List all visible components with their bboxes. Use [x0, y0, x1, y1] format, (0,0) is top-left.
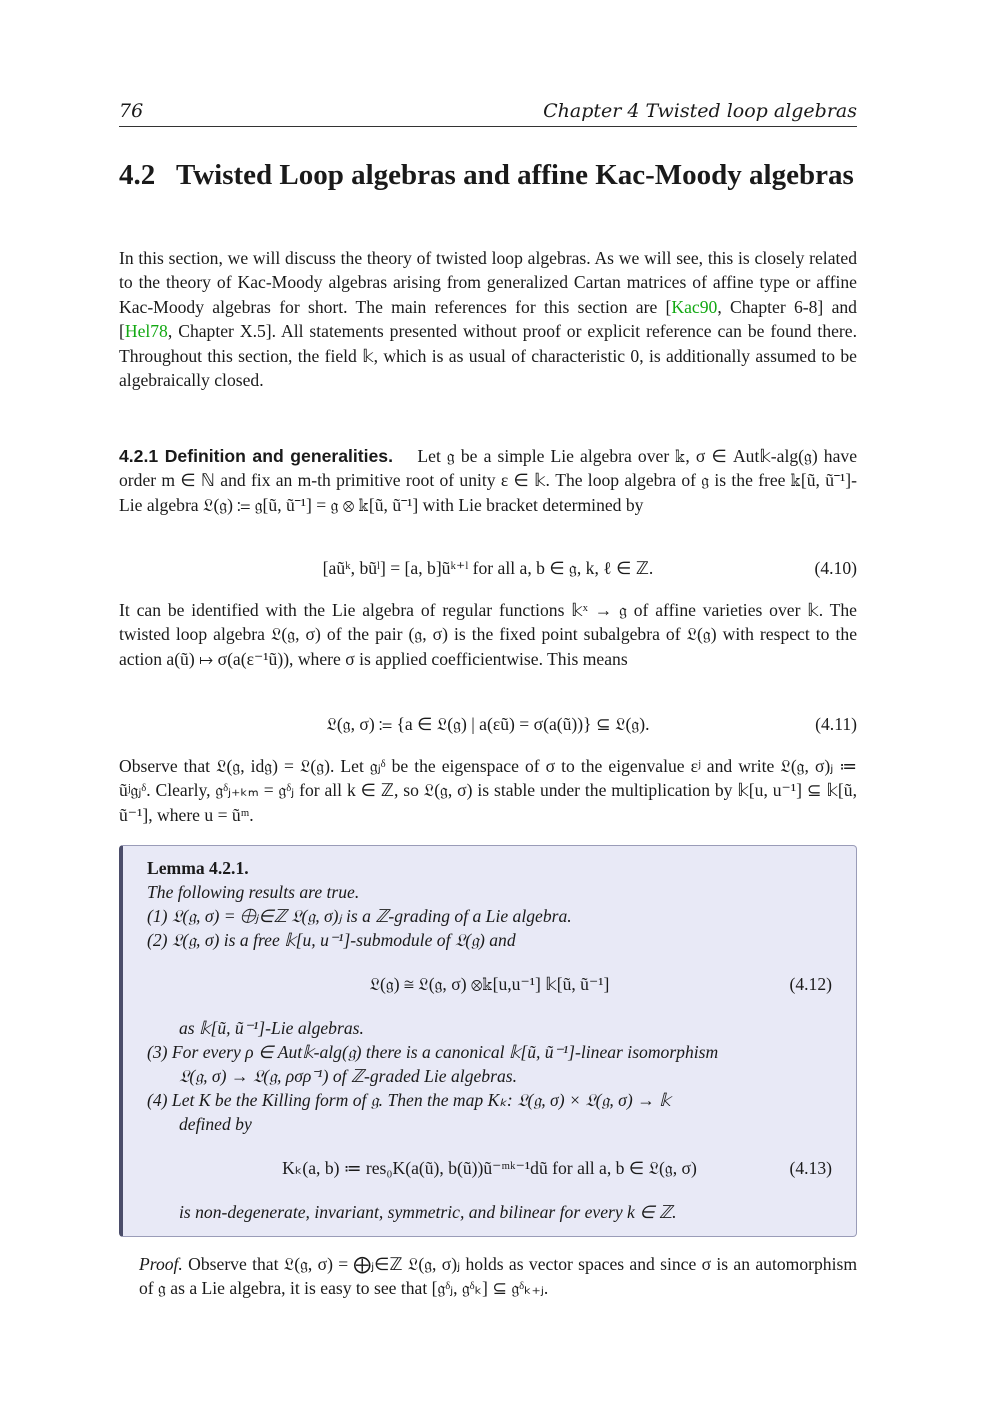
proof-label: Proof.	[139, 1254, 183, 1274]
proof-paragraph	[139, 1252, 857, 1301]
equation-body: Kₖ(a, b) ≔ res₀K(a(ũ), b(ũ))ũ⁻ᵐᵏ⁻¹dũ for all a, b ∈ 𝔏(𝔤, σ)	[282, 1158, 697, 1178]
lemma-title: Lemma 4.2.1.	[147, 858, 249, 878]
subsection-text: Let 𝔤 be a simple Lie algebra over 𝕜, σ ∈ Aut𝕜-alg(𝔤) have order m ∈ ℕ and fix an m-th primitive root of unity ε ∈ 𝕜. The loop algebra of 𝔤 is the free 𝕜[ũ, ũ⁻¹]-Lie algebra 𝔏(𝔤) ≔ 𝔤[ũ, ũ⁻¹] = 𝔤 ⊗ 𝕜[ũ, ũ⁻¹] with Lie bracket determined by	[119, 446, 857, 515]
lemma-item-1: (1) 𝔏(𝔤, σ) = ⨁ⱼ∈ℤ 𝔏(𝔤, σ)ⱼ is a ℤ-grading of a Lie algebra.	[147, 906, 572, 926]
subsection-heading: 4.2.1 Definition and generalities.	[119, 446, 393, 466]
equation-number: (4.10)	[814, 558, 857, 578]
citation-kac90[interactable]: Kac90	[671, 296, 718, 317]
subsection-paragraph	[119, 444, 857, 517]
equation-body: 𝔏(𝔤, σ) ≔ {a ∈ 𝔏(𝔤) | a(εũ) = σ(a(ũ))} ⊆ 𝔏(𝔤).	[326, 714, 650, 734]
equation-4-10	[119, 556, 857, 584]
equation-4-11	[119, 712, 857, 740]
lemma-box	[119, 845, 857, 1237]
lemma-intro: The following results are true.	[147, 882, 360, 902]
running-header	[119, 98, 857, 127]
lemma-item-4b: defined by	[179, 1114, 252, 1134]
page-number: 76	[119, 100, 144, 122]
chapter-title: Chapter 4 Twisted loop algebras	[543, 100, 857, 122]
intro-text-a: In this section, we will discuss the theory of twisted loop algebras. As we will see, this is closely related to the theory of Kac-Moody algebras arising from generalized Cartan matrices of affine type or affine Kac-Moody algebras for short. The main references for this section are	[119, 248, 857, 317]
lemma-item-2b: as 𝕜[ũ, ũ⁻¹]-Lie algebras.	[179, 1018, 364, 1038]
intro-paragraph: In this section, we will discuss the theory of twisted loop algebras. As we will see, this is closely related to the theory of Kac-Moody algebras arising from generalized Cartan matrices of affine type or affine Kac-Moody algebras for short. The main references for this section are [Kac90, Chapter 6-8] and [Hel78, Chapter X.5]. All statements presented without proof or explicit reference can be found there. Throughout this section, the field 𝕜, which is as usual of characteristic 0, is additionally assumed to be algebraically closed.	[119, 248, 857, 391]
lemma-item-4c: is non-degenerate, invariant, symmetric, and bilinear for every k ∈ ℤ.	[179, 1202, 677, 1222]
proof-text: Observe that 𝔏(𝔤, σ) = ⨁ⱼ∈ℤ 𝔏(𝔤, σ)ⱼ holds as vector spaces and since σ is an automorphism of 𝔤 as a Lie algebra, it is easy to see that [𝔤ᵟⱼ, 𝔤ᵟₖ] ⊆ 𝔤ᵟₖ₊ⱼ.	[139, 1254, 858, 1299]
lemma-item-3a: (3) For every ρ ∈ Aut𝕜-alg(𝔤) there is a canonical 𝕜[ũ, ũ⁻¹]-linear isomorphism	[147, 1042, 719, 1062]
equation-body: [aũᵏ, bũˡ] = [a, b]ũᵏ⁺ˡ for all a, b ∈ 𝔤, k, ℓ ∈ ℤ.	[322, 558, 654, 578]
section-title: Twisted Loop algebras and affine Kac-Moody algebras	[176, 159, 854, 191]
section-heading	[119, 156, 859, 194]
citation-hel78[interactable]: Hel78	[124, 321, 168, 342]
lemma-item-3b: 𝔏(𝔤, σ) → 𝔏(𝔤, ρσρ⁻¹) of ℤ-graded Lie algebras.	[179, 1066, 517, 1086]
lemma-item-2: (2) 𝔏(𝔤, σ) is a free 𝕜[u, u⁻¹]-submodule of 𝔏(𝔤) and	[147, 930, 516, 950]
section-number: 4.2	[119, 159, 156, 191]
equation-number: (4.11)	[815, 714, 857, 734]
intro-text-c: , Chapter X.5]. All statements presented without proof or explicit reference can be found there. Throughout this section, the field 𝕜, which is as usual of characteristic 0, is additionally assumed to be algebraically closed.	[119, 321, 857, 391]
lemma-item-4a: (4) Let K be the Killing form of 𝔤. Then the map Kₖ: 𝔏(𝔤, σ) × 𝔏(𝔤, σ) → 𝕜	[147, 1090, 671, 1110]
paragraph-3: Observe that 𝔏(𝔤, id𝔤) = 𝔏(𝔤). Let 𝔤ⱼᵟ be the eigenspace of σ to the eigenvalue εʲ and write 𝔏(𝔤, σ)ⱼ ≔ ũʲ𝔤ⱼᵟ. Clearly, 𝔤ᵟⱼ₊ₖₘ = 𝔤ᵟⱼ for all k ∈ ℤ, so 𝔏(𝔤, σ) is stable under the multiplication by 𝕜[u, u⁻¹] ⊆ 𝕜[ũ, ũ⁻¹], where u = ũᵐ.	[119, 756, 857, 825]
equation-number: (4.12)	[789, 974, 832, 994]
equation-body: 𝔏(𝔤) ≅ 𝔏(𝔤, σ) ⊗𝕜[u,u⁻¹] 𝕜[ũ, ũ⁻¹]	[369, 974, 610, 994]
equation-number: (4.13)	[789, 1158, 832, 1178]
paragraph-2: It can be identified with the Lie algebra of regular functions 𝕜ˣ → 𝔤 of affine varieties over 𝕜. The twisted loop algebra 𝔏(𝔤, σ) of the pair (𝔤, σ) is the fixed point subalgebra of 𝔏(𝔤) with respect to the action a(ũ) ↦ σ(a(ε⁻¹ũ)), where σ is applied coefficientwise. This means	[119, 600, 857, 669]
intro-text-b: , Chapter 6-8] and [	[119, 296, 857, 342]
